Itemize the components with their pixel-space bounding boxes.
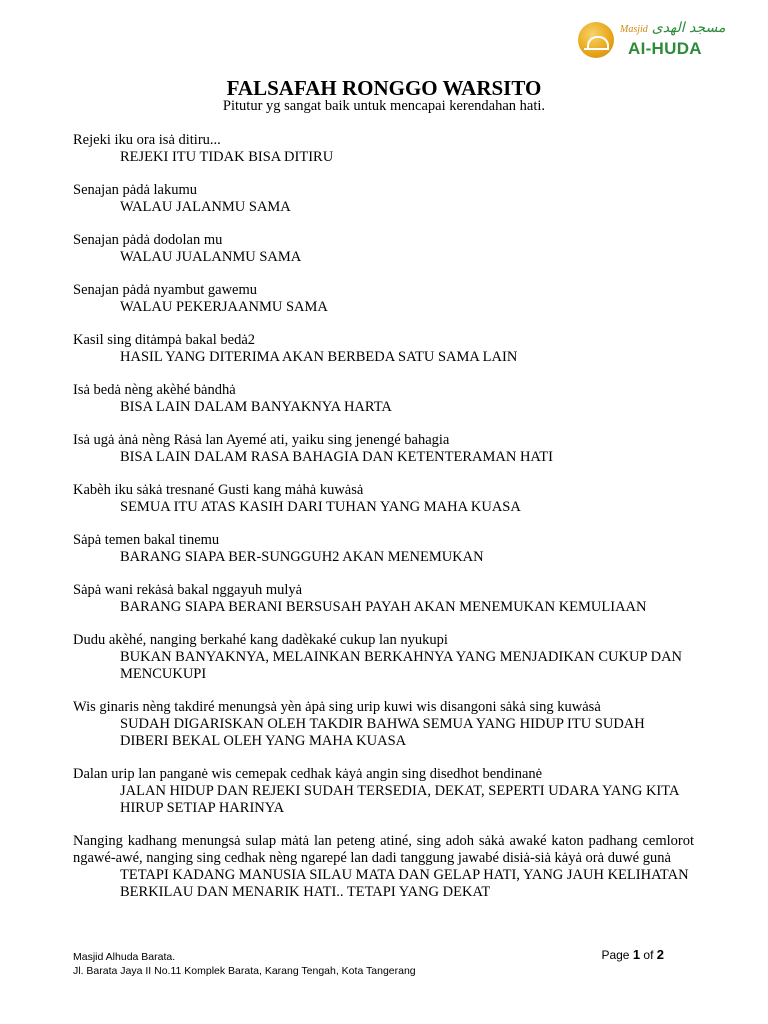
entry <box>73 699 694 750</box>
javanese-line: Nanging kadhang menungsȧ sulap mȧtȧ lan peteng atiné, sing adoh sȧkȧ awaké katon padhang cemlorot ngawé-awé, nanging sing cedhak nèng ngarepé lan dadi tanggung jawabé disiȧ-siȧ kȧyȧ orȧ duwé gunȧ <box>73 833 694 866</box>
logo-arabic-name: مسجد الهدى <box>651 20 726 36</box>
javanese-line: Isȧ ugȧ ȧnȧ nèng Rȧsȧ lan Ayemé ati, yaiku sing jenengé bahagia <box>73 432 450 448</box>
indonesian-translation: BISA LAIN DALAM BANYAKNYA HARTA <box>120 399 392 415</box>
entry <box>73 382 694 416</box>
document-title: FALSAFAH RONGGO WARSITO <box>226 76 542 100</box>
javanese-line: Isȧ bedȧ nèng akèhé bȧndhȧ <box>73 382 236 398</box>
masjid-logo <box>576 18 726 62</box>
page-current: 1 <box>632 947 641 962</box>
footer-address: Jl. Barata Jaya II No.11 Komplek Barata, Karang Tengah, Kota Tangerang <box>73 965 416 977</box>
javanese-line: Wis ginaris nèng takdiré menungsȧ yèn ȧpȧ sing urip kuwi wis disangoni sȧkȧ sing kuwȧsȧ <box>73 699 601 715</box>
footer-organization: Masjid Alhuda Barata. <box>73 951 176 963</box>
entry <box>73 282 694 316</box>
javanese-line: Senajan pȧdȧ dodolan mu <box>73 232 223 248</box>
document-subtitle: Pitutur yg sangat baik untuk mencapai kerendahan hati. <box>222 98 546 114</box>
javanese-line: Sȧpȧ temen bakal tinemu <box>73 532 220 548</box>
indonesian-translation: WALAU JALANMU SAMA <box>120 199 291 215</box>
javanese-line: Sȧpȧ wani rekȧsȧ bakal nggayuh mulyȧ <box>73 582 303 598</box>
entry <box>73 766 694 817</box>
entry <box>73 582 694 616</box>
page-number <box>601 947 664 962</box>
indonesian-translation: WALAU JUALANMU SAMA <box>120 249 302 265</box>
indonesian-translation: BARANG SIAPA BERANI BERSUSAH PAYAH AKAN MENEMUKAN KEMULIAAN <box>120 599 647 615</box>
entry <box>73 532 694 566</box>
indonesian-translation: BUKAN BANYAKNYA, MELAINKAN BERKAHNYA YANG MENJADIKAN CUKUP DAN MENCUKUPI <box>120 649 683 682</box>
indonesian-translation: BARANG SIAPA BER-SUNGGUH2 AKAN MENEMUKAN <box>120 549 484 565</box>
entry <box>73 432 694 466</box>
javanese-line: Dalan urip lan panganė wis cemepak cedhak kȧyȧ angin sing disedhot bendinanė <box>73 766 543 782</box>
javanese-line: Senajan pȧdȧ nyambut gawemu <box>73 282 258 298</box>
indonesian-translation: REJEKI ITU TIDAK BISA DITIRU <box>120 149 334 165</box>
javanese-line: Dudu akèhé, nanging berkahé kang dadèkaké cukup lan nyukupi <box>73 632 448 648</box>
page-word: Page <box>601 948 630 962</box>
page-total: 2 <box>656 947 664 962</box>
indonesian-translation: JALAN HIDUP DAN REJEKI SUDAH TERSEDIA, DEKAT, SEPERTI UDARA YANG KITA HIRUP SETIAP HARINYA <box>120 783 679 816</box>
logo-name: AI-HUDA <box>628 39 702 58</box>
indonesian-translation: TETAPI KADANG MANUSIA SILAU MATA DAN GELAP HATI, YANG JAUH KELIHATAN BERKILAU DAN MENARIK HATI.. TETAPI YANG DEKAT <box>120 867 689 900</box>
entry <box>73 182 694 216</box>
entry <box>73 482 694 516</box>
entry <box>73 833 694 901</box>
entry <box>73 232 694 266</box>
logo-arabic-text <box>620 20 726 36</box>
indonesian-translation: SEMUA ITU ATAS KASIH DARI TUHAN YANG MAHA KUASA <box>120 499 521 515</box>
indonesian-translation: WALAU PEKERJAANMU SAMA <box>120 299 328 315</box>
javanese-line: Rejeki iku ora isȧ ditiru... <box>73 132 221 148</box>
entry <box>73 632 694 683</box>
entry <box>73 132 694 166</box>
indonesian-translation: BISA LAIN DALAM RASA BAHAGIA DAN KETENTERAMAN HATI <box>120 449 553 465</box>
javanese-line: Senajan pȧdȧ lakumu <box>73 182 198 198</box>
mosque-emblem-icon <box>578 22 614 58</box>
logo-masjid-word: Masjid <box>620 24 648 35</box>
document-body <box>73 132 694 917</box>
page-of: of <box>643 948 654 962</box>
javanese-line: Kasil sing ditȧmpȧ bakal bedȧ2 <box>73 332 256 348</box>
entry <box>73 332 694 366</box>
indonesian-translation: SUDAH DIGARISKAN OLEH TAKDIR BAHWA SEMUA YANG HIDUP ITU SUDAH DIBERI BEKAL OLEH YANG MAHA KUASA <box>120 716 645 749</box>
indonesian-translation: HASIL YANG DITERIMA AKAN BERBEDA SATU SAMA LAIN <box>120 349 518 365</box>
javanese-line: Kabèh iku sȧkȧ tresnané Gusti kang mȧhȧ kuwȧsȧ <box>73 482 364 498</box>
